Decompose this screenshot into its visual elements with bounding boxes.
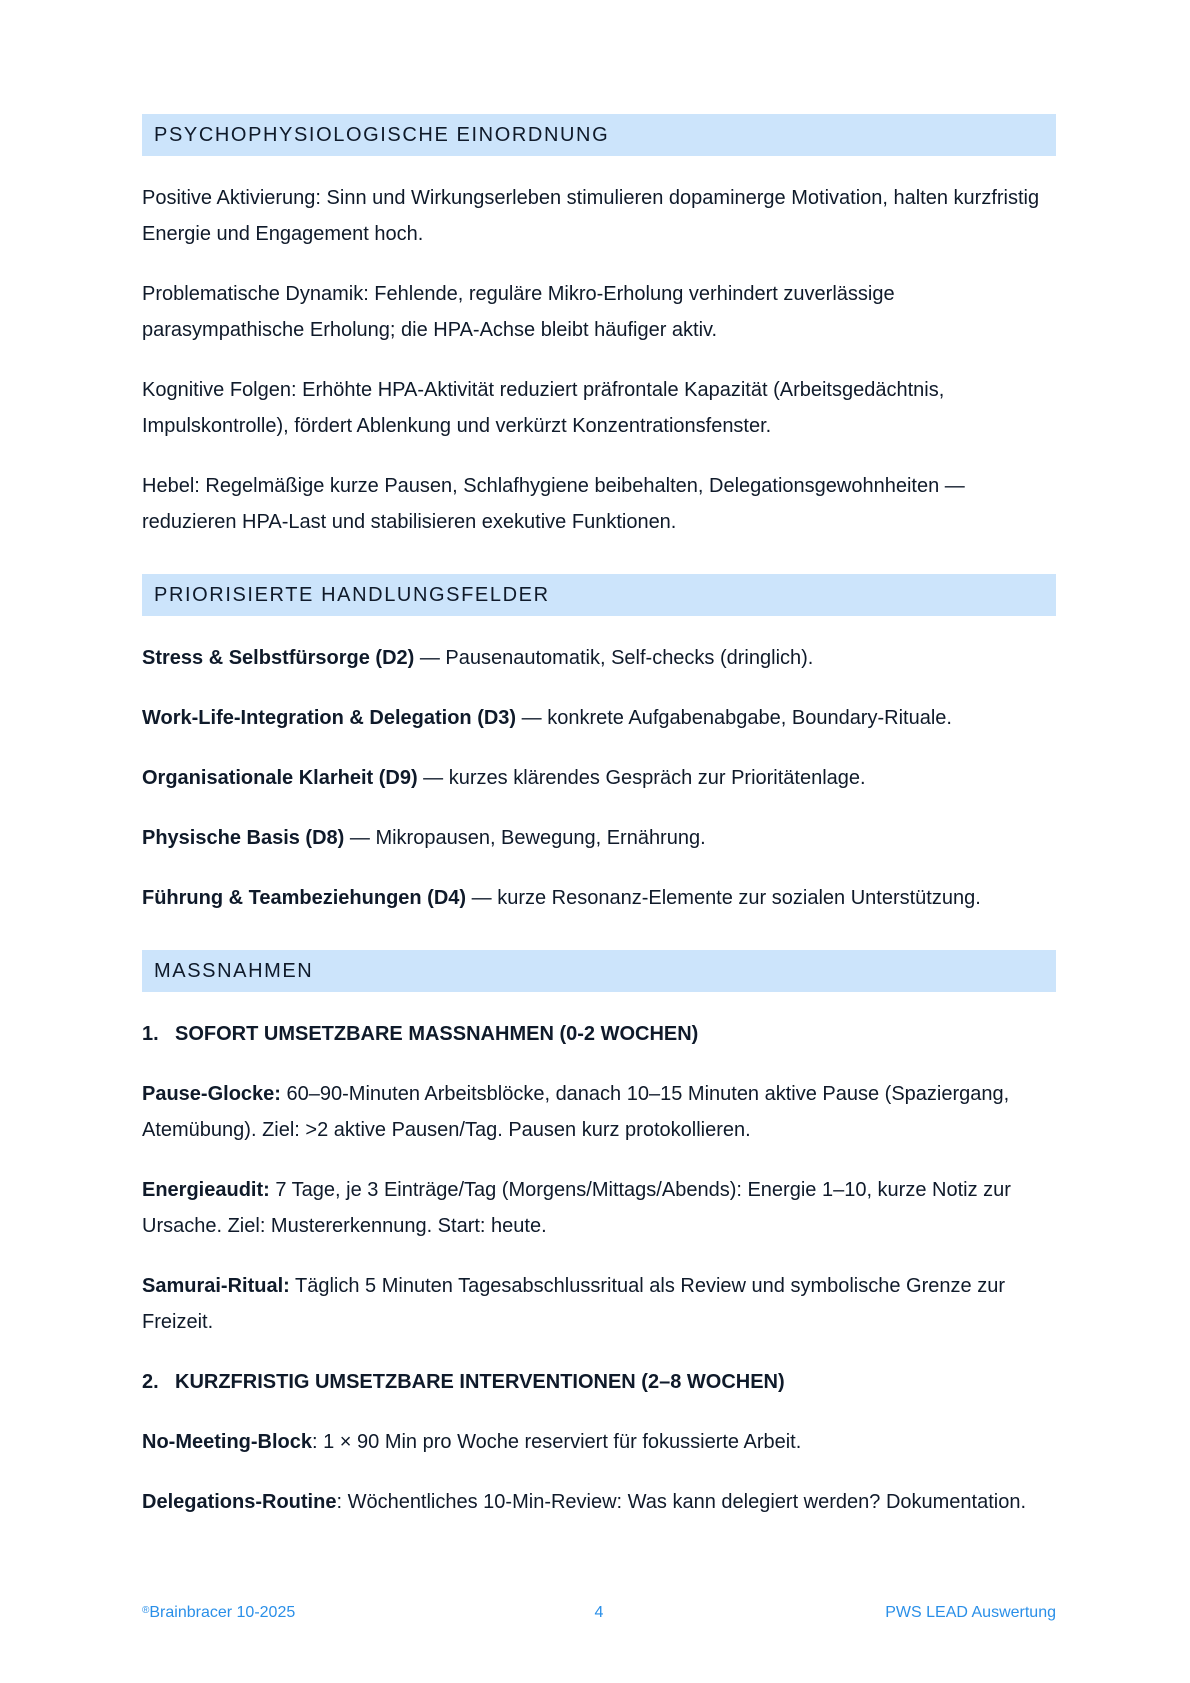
list-item <box>142 1172 1056 1244</box>
paragraph-positive-aktivierung: Positive Aktivierung: Sinn und Wirkungserleben stimulieren dopaminerge Motivation, halten kurzfristig Energie und Engagement hoch. <box>142 187 1040 245</box>
item-text: — konkrete Aufgabenabgabe, Boundary-Rituale. <box>516 707 952 729</box>
footer-brand: Brainbracer 10-2025 <box>149 1604 296 1621</box>
subsection-number: 1. <box>142 1023 159 1045</box>
item-label: Stress & Selbstfürsorge (D2) <box>142 647 415 669</box>
list-item <box>142 760 1056 796</box>
subsection-heading-sofort <box>142 1016 1056 1052</box>
section-header-psychophysiologie: PSYCHOPHYSIOLOGISCHE EINORDNUNG <box>142 114 1056 156</box>
subsection-number: 2. <box>142 1371 159 1393</box>
item-label: Work-Life-Integration & Delegation (D3) <box>142 707 517 729</box>
paragraph-kognitive-folgen: Kognitive Folgen: Erhöhte HPA-Aktivität reduziert präfrontale Kapazität (Arbeitsgedächtnis, Impulskontrolle), fördert Ablenkung und verkürzt Konzentrationsfenster. <box>142 379 945 437</box>
item-label: Führung & Teambeziehungen (D4) <box>142 887 467 909</box>
document-page <box>142 114 1056 1544</box>
list-item <box>142 880 1056 916</box>
item-label: Pause-Glocke: <box>142 1083 281 1105</box>
item-text: : Wöchentliches 10-Min-Review: Was kann delegiert werden? Dokumentation. <box>336 1491 1027 1513</box>
item-label: Energieaudit: <box>142 1179 270 1201</box>
item-label: Delegations-Routine <box>142 1491 337 1513</box>
page-number: 4 <box>594 1604 604 1621</box>
list-item <box>142 700 1056 736</box>
item-text: : 1 × 90 Min pro Woche reserviert für fokussierte Arbeit. <box>312 1431 802 1453</box>
subsection-heading-kurzfristig <box>142 1364 1056 1400</box>
section-header-massnahmen: MASSNAHMEN <box>142 950 1056 992</box>
item-label: Organisationale Klarheit (D9) <box>142 767 418 789</box>
item-text: — kurzes klärendes Gespräch zur Prioritätenlage. <box>417 767 866 789</box>
list-item <box>142 1268 1056 1340</box>
page-footer <box>142 1604 1056 1628</box>
item-text: 7 Tage, je 3 Einträge/Tag (Morgens/Mittags/Abends): Energie 1–10, kurze Notiz zur Ursache. Ziel: Mustererkennung. Start: heute. <box>142 1179 1011 1237</box>
list-item <box>142 1424 1056 1460</box>
footer-document-title: PWS LEAD Auswertung <box>885 1604 1056 1621</box>
section-header-handlungsfelder: PRIORISIERTE HANDLUNGSFELDER <box>142 574 1056 616</box>
registered-mark: ® <box>142 1605 150 1616</box>
paragraph-hebel: Hebel: Regelmäßige kurze Pausen, Schlafhygiene beibehalten, Delegationsgewohnheiten — reduzieren HPA-Last und stabilisieren exekutive Funktionen. <box>142 475 965 533</box>
item-label: Samurai-Ritual: <box>142 1275 290 1297</box>
item-text: — kurze Resonanz-Elemente zur sozialen Unterstützung. <box>466 887 981 909</box>
item-label: Physische Basis (D8) <box>142 827 345 849</box>
item-text: 60–90-Minuten Arbeitsblöcke, danach 10–15 Minuten aktive Pause (Spaziergang, Atemübung). Ziel: >2 aktive Pausen/Tag. Pausen kurz protokollieren. <box>142 1083 1010 1141</box>
subsection-title: SOFORT UMSETZBARE MASSNAHMEN (0-2 WOCHEN) <box>175 1023 699 1045</box>
item-text: — Pausenautomatik, Self-checks (dringlich). <box>414 647 814 669</box>
list-item <box>142 1076 1056 1148</box>
subsection-title: KURZFRISTIG UMSETZBARE INTERVENTIONEN (2–8 WOCHEN) <box>175 1371 785 1393</box>
list-item <box>142 1484 1056 1520</box>
item-label: No-Meeting-Block <box>142 1431 312 1453</box>
item-text: Täglich 5 Minuten Tagesabschlussritual als Review und symbolische Grenze zur Freizeit. <box>142 1275 1005 1333</box>
list-item <box>142 820 1056 856</box>
list-item <box>142 640 1056 676</box>
item-text: — Mikropausen, Bewegung, Ernährung. <box>344 827 706 849</box>
paragraph-problematische-dynamik: Problematische Dynamik: Fehlende, reguläre Mikro-Erholung verhindert zuverlässige parasympathische Erholung; die HPA-Achse bleibt häufiger aktiv. <box>142 283 895 341</box>
